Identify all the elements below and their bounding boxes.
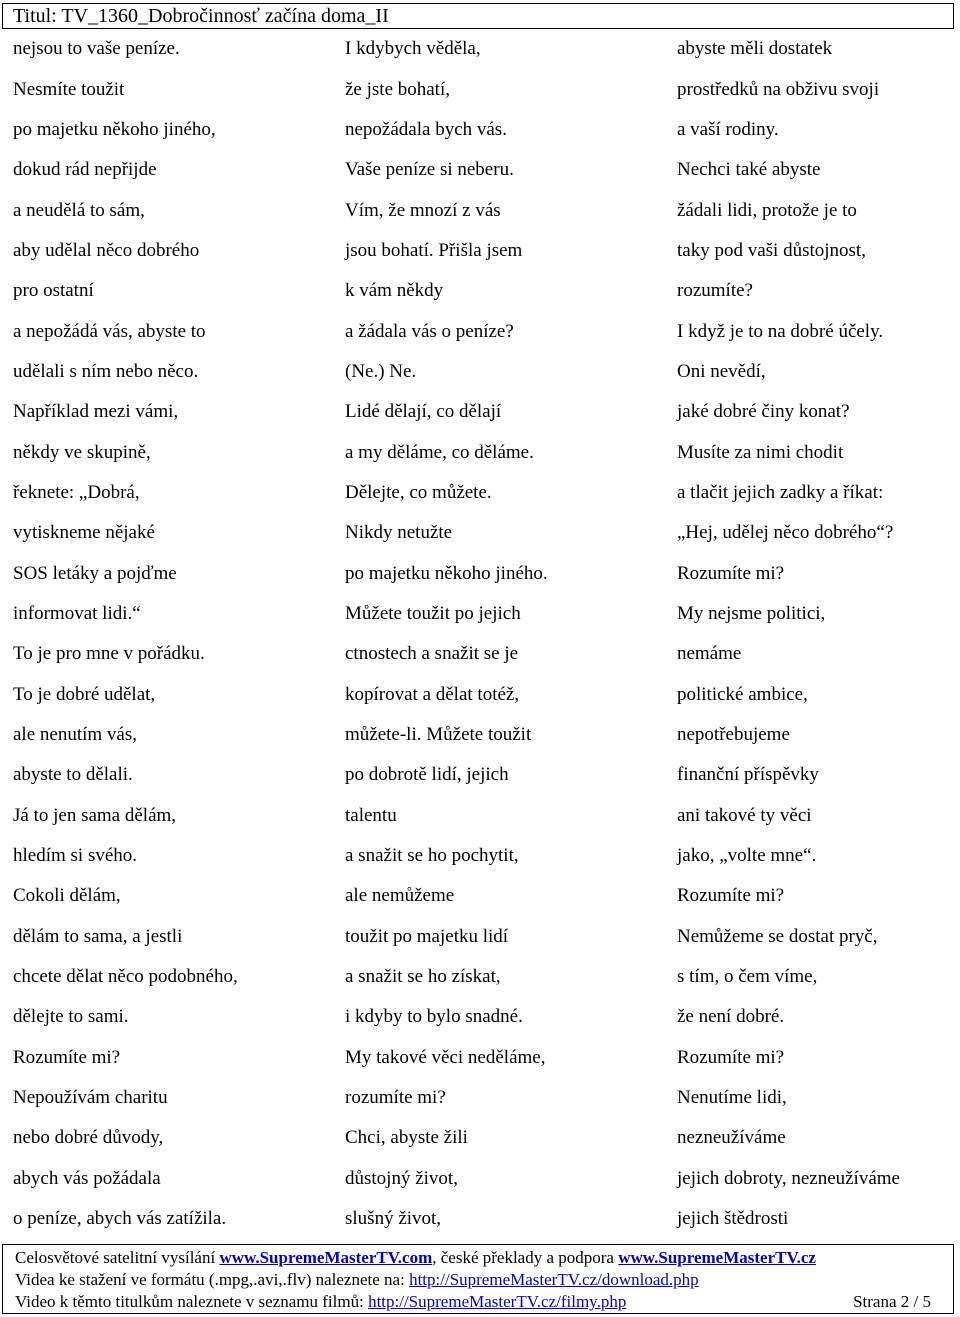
text-line: a vaší rodiny. [677,118,779,140]
text-line: jako, „volte mne“. [677,845,817,867]
text-column-2 [345,29,665,1239]
text-line: že jste bohatí, [345,78,450,100]
text-line: nepožádala bych vás. [345,118,507,140]
text-line: jsou bohatí. Přišla jsem [345,239,523,261]
text-line: Nemůžeme se dostat pryč, [677,925,878,947]
link-supremetv-cz[interactable]: www.SupremeMasterTV.cz [618,1248,816,1267]
text-line: Oni nevědí, [677,360,766,382]
text-line: kopírovat a dělat totéž, [345,683,520,705]
text-line: po majetku někoho jiného. [345,562,548,584]
text-line: Nesmíte toužit [13,78,125,100]
text-line: Chci, abyste žili [345,1127,468,1149]
page-number: Strana 2 / 5 [853,1292,931,1311]
text-line: pro ostatní [13,280,94,302]
text-line: dělám to sama, a jestli [13,925,183,947]
footer [2,1244,954,1314]
text-line: Rozumíte mi? [677,885,785,907]
text-line: slušný život, [345,1208,442,1230]
text-line: nemáme [677,643,742,665]
text-line: Nechci také abyste [677,159,821,181]
text-line: Rozumíte mi? [677,562,785,584]
text-line: dělejte to sami. [13,1006,129,1028]
text-line: prostředků na obživu svoji [677,78,880,100]
text-column-1 [13,29,333,1239]
text-line: Já to jen sama dělám, [13,804,177,826]
text-line: Můžete toužit po jejich [345,602,521,624]
footer-broadcast-text: Celosvětové satelitní vysílání [15,1248,220,1267]
text-line: Dělejte, co můžete. [345,481,492,503]
text-line: (Ne.) Ne. [345,360,417,382]
text-line: politické ambice, [677,683,808,705]
text-line: jejich štědrosti [677,1208,789,1230]
footer-download-text: Videa ke stažení ve formátu (.mpg,.avi,.flv) naleznete na: [15,1270,410,1289]
text-line: a snažit se ho získat, [345,966,501,988]
text-line: nepotřebujeme [677,724,790,746]
footer-line-download [15,1270,699,1290]
text-line: I kdybych věděla, [345,38,481,60]
text-line: i kdyby to bylo snadné. [345,1006,523,1028]
text-line: po dobrotě lidí, jejich [345,764,509,786]
text-line: Lidé dělají, co dělají [345,401,502,423]
text-line: I když je to na dobré účely. [677,320,884,342]
text-line: dokud rád nepřijde [13,159,157,181]
text-line: a nepožádá vás, abyste to [13,320,206,342]
text-line: To je pro mne v pořádku. [13,643,205,665]
text-line: řeknete: „Dobrá, [13,481,140,503]
text-line: abyste měli dostatek [677,38,833,60]
text-line: Vaše peníze si neberu. [345,159,514,181]
text-line: a žádala vás o peníze? [345,320,514,342]
text-line: taky pod vaši důstojnost, [677,239,866,261]
text-line: důstojný život, [345,1167,458,1189]
text-line: ctnostech a snažit se je [345,643,519,665]
link-films[interactable]: http://SupremeMasterTV.cz/filmy.php [368,1292,627,1311]
text-line: toužit po majetku lidí [345,925,509,947]
text-line: abych vás požádala [13,1167,161,1189]
text-line: Například mezi vámi, [13,401,179,423]
text-line: My takové věci neděláme, [345,1046,546,1068]
footer-translation-text: , české překlady a podpora [432,1248,619,1267]
text-column-3 [677,29,957,1239]
text-line: Rozumíte mi? [677,1046,785,1068]
link-download[interactable]: http://SupremeMasterTV.cz/download.php [409,1270,699,1289]
text-line: k vám někdy [345,280,444,302]
footer-line-broadcast [15,1248,816,1268]
text-line: nezneužíváme [677,1127,786,1149]
text-line: Vím, že mnozí z vás [345,199,501,221]
text-line: a snažit se ho pochytit, [345,845,519,867]
title-bar [2,3,954,29]
text-line: ani takové ty věci [677,804,812,826]
text-line: To je dobré udělat, [13,683,156,705]
text-line: My nejsme politici, [677,602,826,624]
text-line: a my děláme, co děláme. [345,441,534,463]
text-line: informovat lidi.“ [13,602,141,624]
text-line: chcete dělat něco podobného, [13,966,238,988]
text-line: Nikdy netužte [345,522,453,544]
text-line: talentu [345,804,397,826]
text-line: Musíte za nimi chodit [677,441,844,463]
document-title: Titul: TV_1360_Dobročinnosť začína doma_II [13,5,389,27]
text-line: hledím si svého. [13,845,138,867]
text-line: finanční příspěvky [677,764,819,786]
text-line: že není dobré. [677,1006,785,1028]
text-line: jejich dobroty, nezneužíváme [677,1167,900,1189]
text-line: po majetku někoho jiného, [13,118,216,140]
text-line: Cokoli dělám, [13,885,121,907]
text-line: Rozumíte mi? [13,1046,121,1068]
text-line: udělali s ním nebo něco. [13,360,199,382]
text-line: jaké dobré činy konat? [677,401,850,423]
text-line: Nenutíme lidi, [677,1087,787,1109]
text-line: SOS letáky a pojďme [13,562,177,584]
text-line: rozumíte mi? [345,1087,446,1109]
footer-line-films [15,1292,626,1312]
text-line: žádali lidi, protože je to [677,199,857,221]
text-line: o peníze, abych vás zatížila. [13,1208,227,1230]
text-line: „Hej, udělej něco dobrého“? [677,522,894,544]
text-line: abyste to dělali. [13,764,133,786]
footer-films-text: Video k těmto titulkům naleznete v seznamu filmů: [15,1292,369,1311]
text-line: ale nenutím vás, [13,724,137,746]
text-line: ale nemůžeme [345,885,455,907]
text-line: nebo dobré důvody, [13,1127,164,1149]
text-line: aby udělal něco dobrého [13,239,200,261]
text-line: vytiskneme nějaké [13,522,155,544]
text-line: rozumíte? [677,280,753,302]
text-line: Nepoužívám charitu [13,1087,168,1109]
text-line: a tlačit jejich zadky a říkat: [677,481,884,503]
text-line: a neudělá to sám, [13,199,145,221]
text-line: s tím, o čem víme, [677,966,818,988]
text-line: můžete-li. Můžete toužit [345,724,532,746]
text-line: někdy ve skupině, [13,441,151,463]
link-supremetv-com[interactable]: www.SupremeMasterTV.com [219,1248,433,1267]
text-line: nejsou to vaše peníze. [13,38,180,60]
